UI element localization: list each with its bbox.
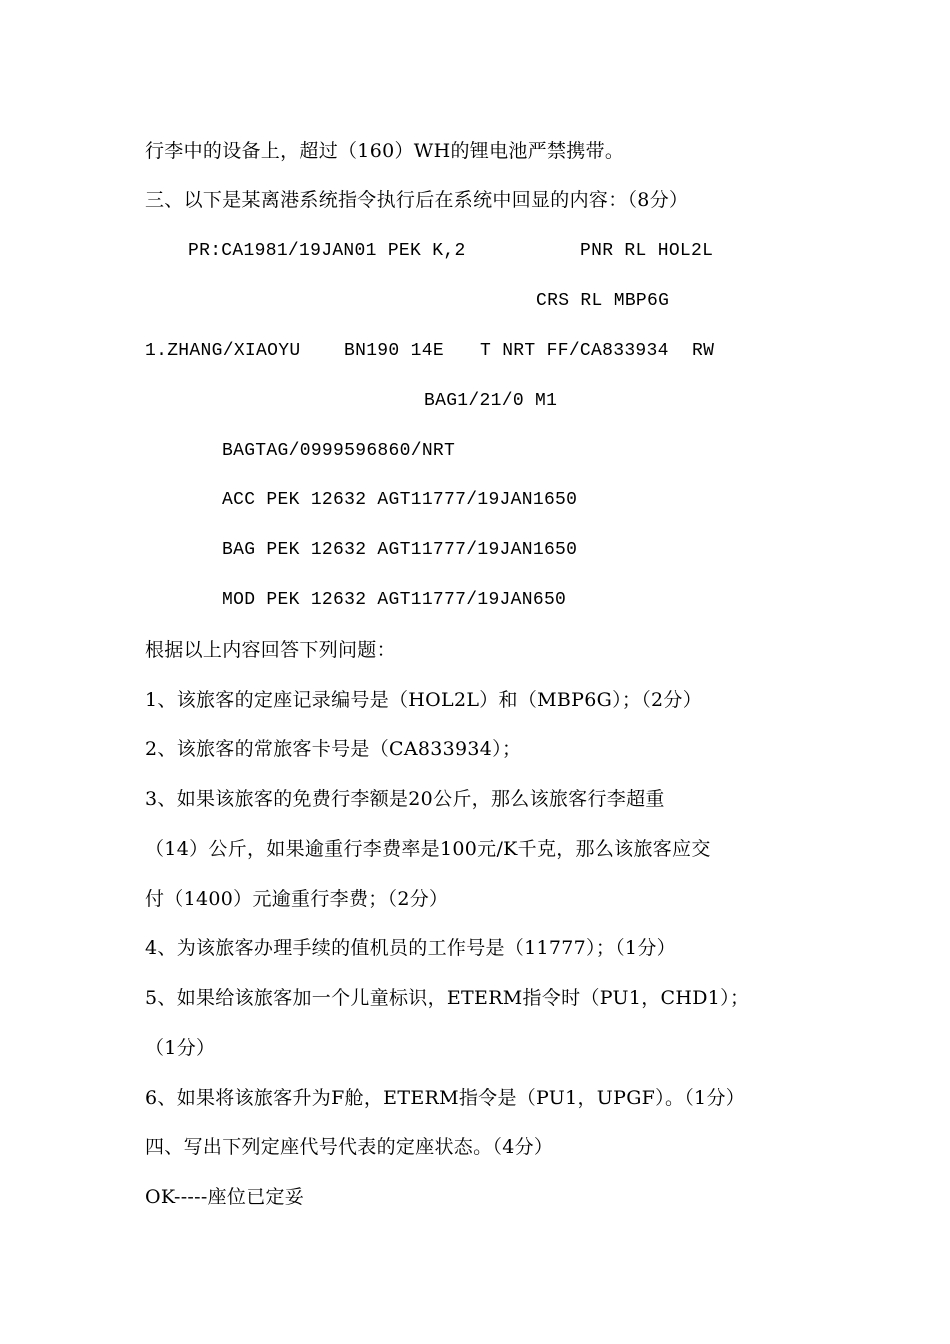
question-1: 1、该旅客的定座记录编号是（HOL2L）和（MBP6G）；（2分）: [145, 689, 703, 711]
question-3-cont: （14）公斤，如果逾重行李费率是100元/K千克，那么该旅客应交: [145, 838, 711, 860]
terminal-line-bagtag: BAGTAG/0999596860/NRT: [222, 441, 456, 461]
text-line: 行李中的设备上，超过（160）WH的锂电池严禁携带。: [145, 140, 625, 162]
question-intro: 根据以上内容回答下列问题：: [145, 639, 396, 661]
terminal-line-passenger: 1.ZHANG/XIAOYU: [145, 341, 301, 361]
question-5-score: （1分）: [145, 1037, 216, 1059]
terminal-line-mod: MOD PEK 12632 AGT11777/19JAN650: [222, 590, 567, 610]
terminal-line-bag-agt: BAG PEK 12632 AGT11777/19JAN1650: [222, 540, 578, 560]
question-4: 4、为该旅客办理手续的值机员的工作号是（11777）；（1分）: [145, 937, 676, 959]
terminal-line-seat: BN190 14E: [344, 341, 444, 361]
status-code-ok: OK-----座位已定妥: [145, 1186, 305, 1208]
terminal-line-ff: T NRT FF/CA833934: [480, 341, 669, 361]
terminal-line-acc: ACC PEK 12632 AGT11777/19JAN1650: [222, 490, 578, 510]
terminal-line-bag: BAG1/21/0 M1: [424, 391, 558, 411]
question-5: 5、如果给该旅客加一个儿童标识，ETERM指令时（PU1，CHD1）；: [145, 987, 750, 1009]
question-2: 2、该旅客的常旅客卡号是（CA833934）；: [145, 738, 522, 760]
terminal-line-pr: PR:CA1981/19JAN01 PEK K,2: [188, 241, 466, 261]
question-6: 6、如果将该旅客升为F舱，ETERM指令是（PU1，UPGF）。（1分）: [145, 1087, 746, 1109]
question-3: 3、如果该旅客的免费行李额是20公斤，那么该旅客行李超重: [145, 788, 665, 810]
terminal-line-pnr: PNR RL HOL2L: [580, 241, 714, 261]
terminal-line-crs: CRS RL MBP6G: [536, 291, 670, 311]
section-heading-4: 四、写出下列定座代号代表的定座状态。（4分）: [145, 1136, 554, 1158]
question-3-end: 付（1400）元逾重行李费；（2分）: [145, 888, 449, 910]
section-heading: 三、以下是某离港系统指令执行后在系统中回显的内容：（8分）: [145, 189, 689, 211]
terminal-line-rw: RW: [692, 341, 715, 361]
